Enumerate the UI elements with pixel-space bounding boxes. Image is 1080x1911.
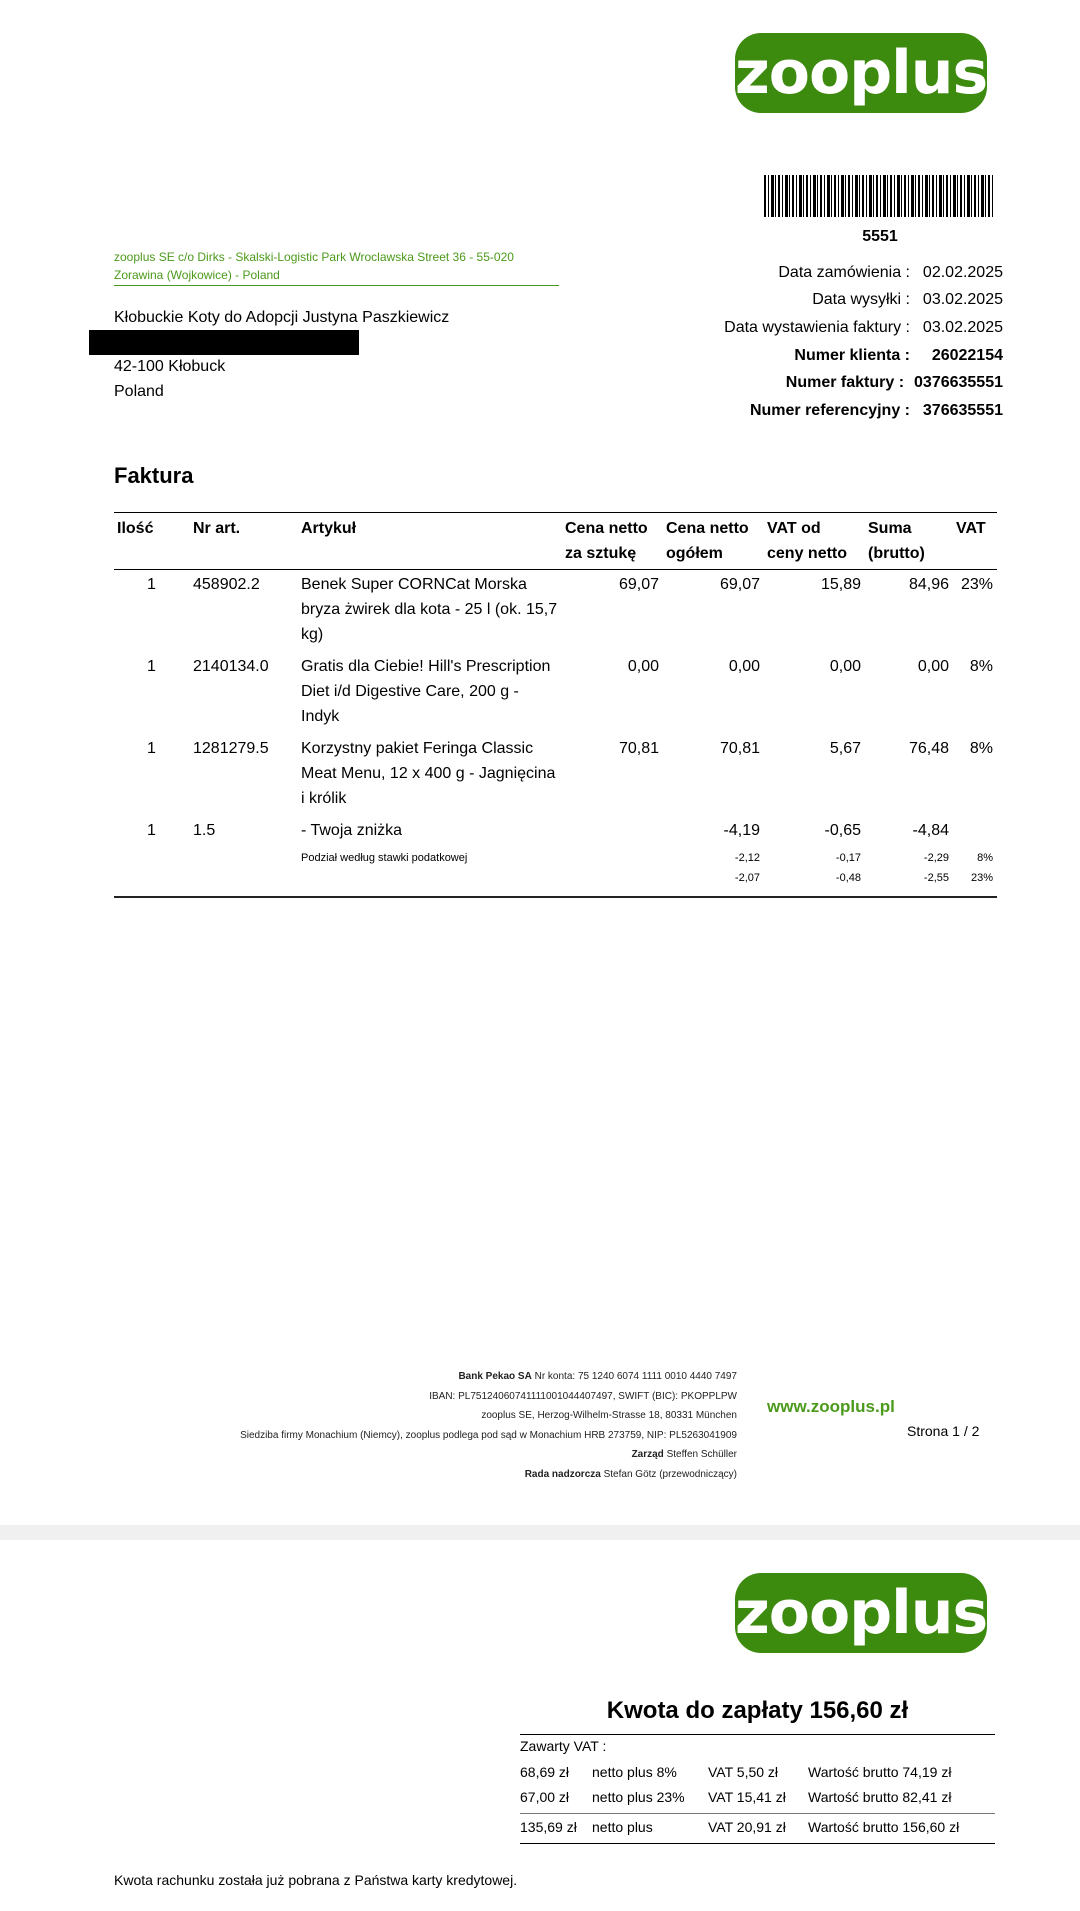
recipient-country: Poland — [114, 383, 164, 400]
footer-iban: IBAN: PL75124060741111001044407497, SWIFT (BIC): PKOPPLPW — [429, 1390, 737, 1402]
page-separator — [0, 1525, 1080, 1540]
barcode — [764, 175, 994, 217]
page-number: Strona 1 / 2 — [907, 1423, 980, 1439]
footer-bank: Bank Pekao SA Nr konta: 75 1240 6074 1111 0010 4440 7497 — [458, 1371, 737, 1382]
header-qty: Ilość — [114, 513, 190, 570]
meta-invoice-date: Data wystawienia faktury : 03.02.2025 — [724, 319, 1003, 336]
logo-text: zooplus — [734, 38, 988, 108]
meta-invoice-number: Numer faktury : 0376635551 — [785, 374, 1003, 391]
sender-divider — [114, 285, 559, 286]
recipient-name: Kłobuckie Koty do Adopcji Justyna Paszkiewicz — [114, 309, 450, 326]
meta-customer-number: Numer klienta : 26022154 — [794, 347, 1003, 364]
footer-board: Zarząd Steffen Schüller — [631, 1449, 737, 1460]
header-art: Nr art. — [190, 513, 298, 570]
table-header — [114, 513, 997, 570]
barcode-number: 5551 — [862, 228, 898, 245]
header-vat: VAT — [953, 513, 997, 570]
zooplus-logo-page2 — [735, 1573, 987, 1653]
zooplus-logo — [735, 33, 987, 113]
table-row: 1 2140134.0 Gratis dla Ciebie! Hill's Prescription Diet i/d Digestive Care, 200 g - Indyk 0,00 0,00 0,00 0,00 8% — [147, 658, 993, 725]
meta-order-date: Data zamówienia : 02.02.2025 — [778, 264, 1003, 281]
header-item: Artykuł — [298, 513, 562, 570]
table-row: 1 1281279.5 Korzystny pakiet Feringa Classic Meat Menu, 12 x 400 g - Jagnięcina i królik 70,81 70,81 5,67 76,48 8% — [147, 740, 993, 807]
redacted-street — [89, 330, 359, 355]
invoice-table — [114, 512, 997, 888]
table-row: 1 458902.2 Benek Super CORNCat Morska bryza żwirek dla kota - 25 l (ok. 15,7 kg) 69,07 69,07 15,89 84,96 23% — [147, 576, 993, 643]
sender-address — [114, 248, 514, 284]
sender-line-2: Zorawina (Wojkowice) - Poland — [114, 268, 280, 282]
vat-included-label: Zawarty VAT : — [520, 1738, 607, 1754]
recipient-postal: 42-100 Kłobuck — [114, 358, 226, 375]
table-row-discount: 1 1.5 - Twoja zniżka -4,19 -0,65 -4,84 — [147, 822, 949, 839]
page-title: Faktura — [114, 463, 194, 488]
footer-legal — [150, 1367, 737, 1484]
header-vat-amount: VAT od ceny netto — [764, 513, 865, 570]
vat-total-rule — [520, 1813, 995, 1814]
meta-reference-number: Numer referencyjny : 376635551 — [749, 402, 1003, 419]
footer-address: zooplus SE, Herzog-Wilhelm-Strasse 18, 80331 München — [481, 1410, 737, 1421]
amount-due: Kwota do zapłaty 156,60 zł — [606, 1697, 909, 1724]
sender-line-1: zooplus SE c/o Dirks - Skalski-Logistic Park Wroclawska Street 36 - 55-020 — [114, 250, 514, 264]
header-gross: Suma (brutto) — [865, 513, 953, 570]
table-end-rule — [114, 896, 997, 898]
logo-text: zooplus — [734, 1578, 988, 1648]
summary-top-rule — [520, 1734, 995, 1735]
meta-ship-date: Data wysyłki : 03.02.2025 — [812, 291, 1003, 308]
website-link[interactable]: www.zooplus.pl — [767, 1397, 895, 1416]
footer-supervisory: Rada nadzorcza Stefan Götz (przewodniczący) — [524, 1468, 737, 1480]
breakdown-row: Podział według stawki podatkowej -2,12 -0,17 -2,29 8% — [301, 852, 993, 864]
header-total-net: Cena netto ogółem — [663, 513, 764, 570]
footer-registry: Siedziba firmy Monachium (Niemcy), zooplus podlega pod sąd w Monachium HRB 273759, NIP: PL5263041909 — [240, 1429, 737, 1441]
summary-bottom-rule — [520, 1843, 995, 1844]
header-unit-net: Cena netto za sztukę — [562, 513, 663, 570]
payment-note: Kwota rachunku została już pobrana z Państwa karty kredytowej. — [114, 1872, 518, 1888]
breakdown-row: -2,07 -0,48 -2,55 23% — [734, 872, 993, 884]
